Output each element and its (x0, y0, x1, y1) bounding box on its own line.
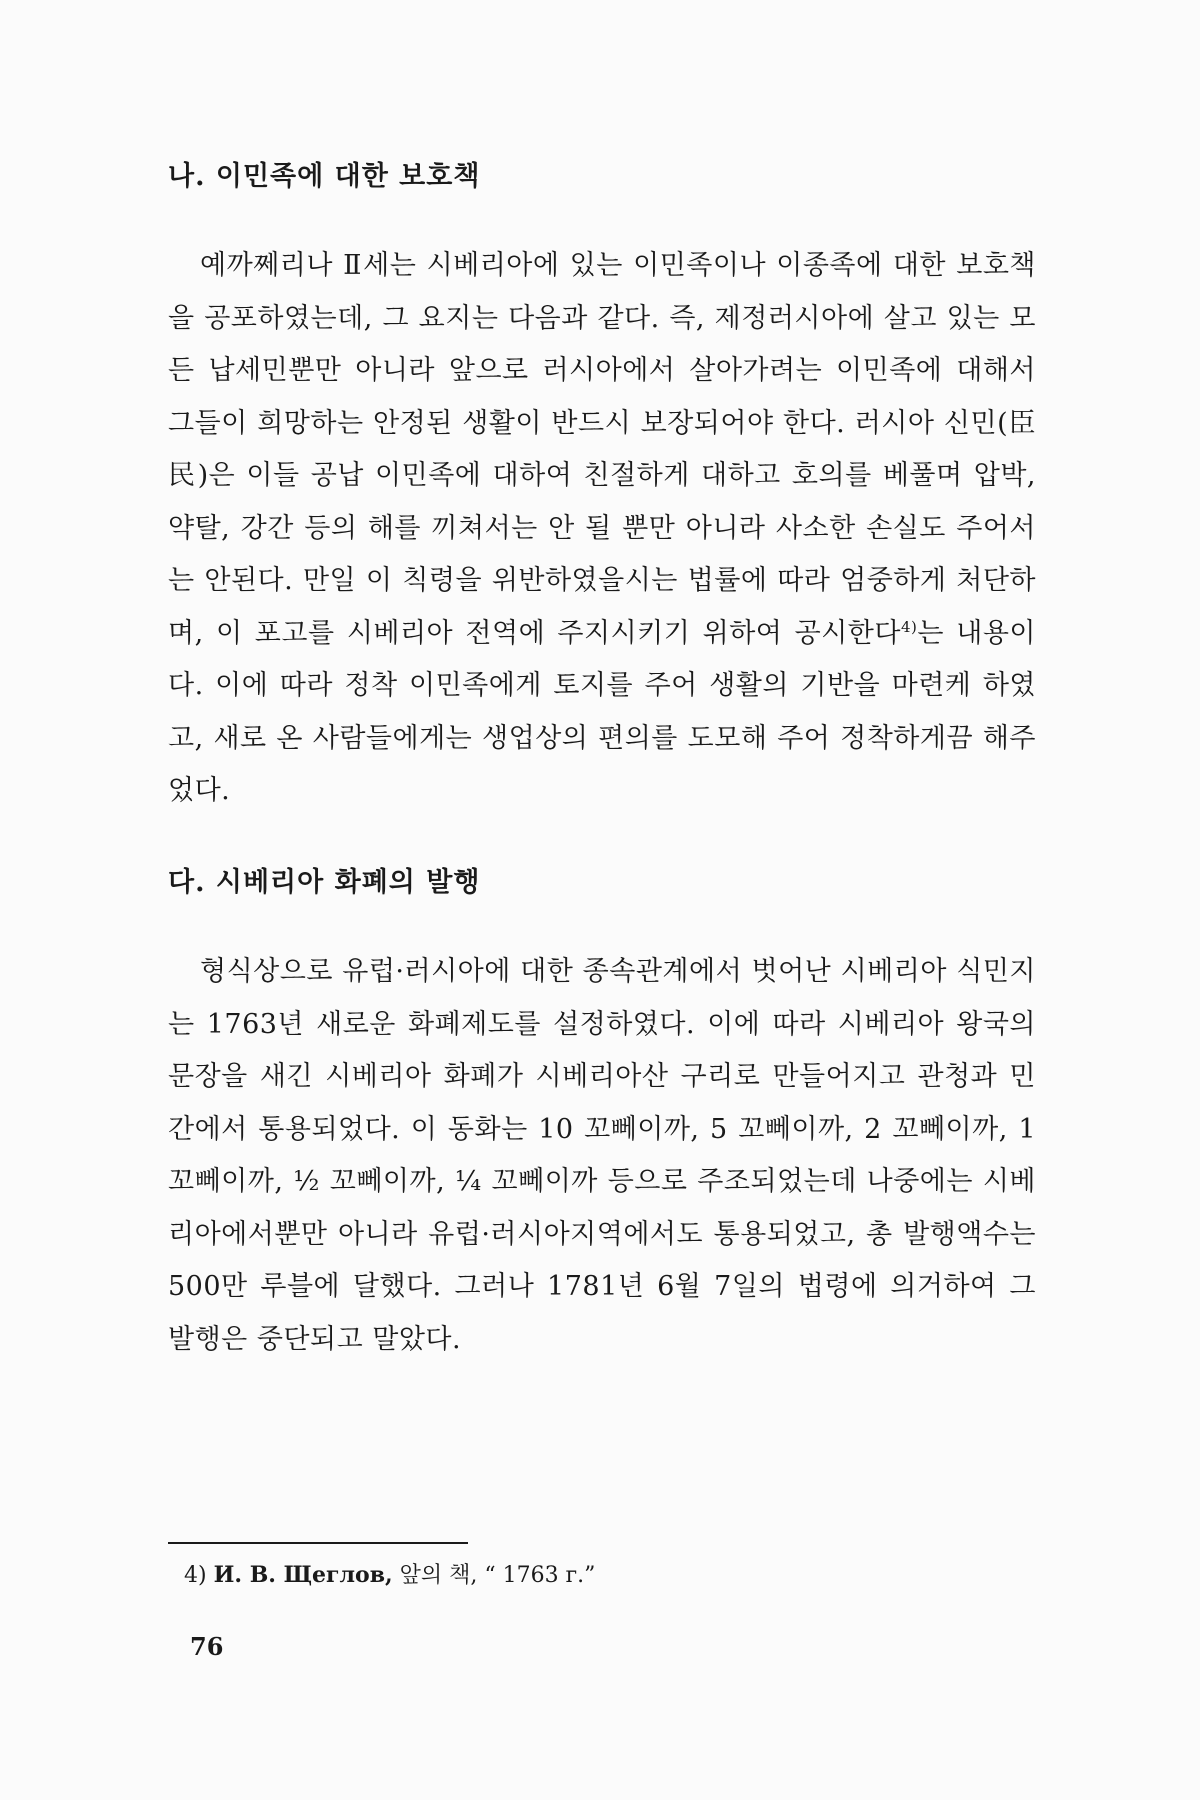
footnote-number: 4) (184, 1563, 207, 1588)
section-heading-currency-issuance: 다. 시베리아 화폐의 발행 (168, 867, 481, 898)
paragraph-text: 예까쩨리나 Ⅱ세는 시베리아에 있는 이민족이나 이종족에 대한 보호책을 공포하였는데, 그 요지는 다음과 같다. 즉, 제정러시아에 살고 있는 모든 납세민뿐만 아니라 앞으로 러시아에서 살아가려는 이민족에 대해서 그들이 희망하는 안정된 생활이 반드시 보장되어야 한다. 러시아 신민(臣民)은 이들 공납 이민족에 대하여 친절하게 대하고 호의를 베풀며 압박, 약탈, 강간 등의 해를 끼쳐서는 안 될 뿐만 아니라 사소한 손실도 주어서는 안된다. 만일 이 칙령을 위반하였을시는 법률에 따라 엄중하게 처단하며, 이 포고를 시베리아 전역에 주지시키기 위하여 공시한다 (168, 250, 1036, 649)
paragraph-text-continued: 는 내용이다. 이에 따라 정착 이민족에게 토지를 주어 생활의 기반을 마련케 하였고, 새로 온 사람들에게는 생업상의 편의를 도모해 주어 정착하게끔 해주었다. (168, 617, 1036, 806)
paragraph-currency-issuance: 형식상으로 유럽·러시아에 대한 종속관계에서 벗어난 시베리아 식민지는 1763년 새로운 화폐제도를 설정하였다. 이에 따라 시베리아 왕국의 문장을 새긴 시베리아 화폐가 시베리아산 구리로 만들어지고 관청과 민간에서 통용되었다. 이 동화는 10 꼬뻬이까, 5 꼬뻬이까, 2 꼬뻬이까, 1 꼬뻬이까, ½ 꼬뻬이까, ¼ 꼬뻬이까 등으로 주조되었는데 나중에는 시베리아에서뿐만 아니라 유럽·러시아지역에서도 통용되었고, 총 발행액수는 500만 루블에 달했다. 그러나 1781년 6월 7일의 법령에 의거하여 그 발행은 중단되고 말았다. (168, 956, 1036, 1355)
section-heading-protection-policy: 나. 이민족에 대한 보호책 (168, 161, 481, 192)
paragraph-protection-policy (168, 240, 1036, 818)
footnote-divider (168, 1542, 468, 1544)
page-number: 76 (190, 1632, 224, 1661)
footnote (184, 1558, 595, 1589)
footnote-text: 앞의 책, “ 1763 г.” (399, 1563, 596, 1588)
footnote-reference: 4) (900, 617, 918, 636)
footnote-author: И. В. Щеглов, (213, 1562, 393, 1588)
